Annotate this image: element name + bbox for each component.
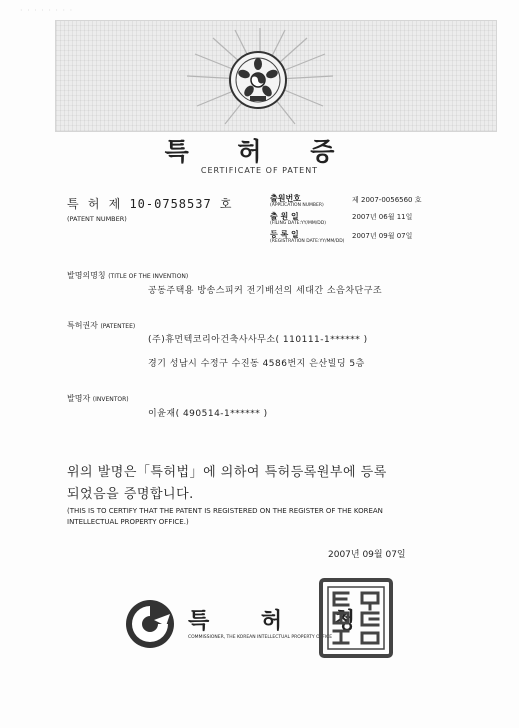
statement-ko-line-2: 되었음을 증명합니다. (67, 487, 194, 502)
inventor-label-ko: 발명자 (67, 394, 91, 403)
invention-title-value: 공동주택용 방송스피커 전기배선의 세대간 소음차단구조 (148, 286, 383, 296)
statement-en-line-1: (THIS IS TO CERTIFY THAT THE PATENT IS REGISTERED ON THE REGISTER OF THE KOREAN (67, 507, 383, 515)
corner-mark: · · · · · · · · (20, 6, 74, 15)
patentee-label-en: (PATENTEE) (100, 323, 136, 330)
official-seal (318, 577, 394, 659)
inventor-label-en: (INVENTOR) (92, 396, 129, 403)
registration-date-label: 등 록 일 (270, 230, 299, 239)
statement-en-line-2: INTELLECTUAL PROPERTY OFFICE.) (67, 518, 189, 526)
inventor-label (67, 393, 129, 404)
issue-date: 2007년 09월 07일 (328, 550, 406, 560)
application-number-value: 제 2007-0056560 호 (352, 196, 422, 204)
patent-number: 특 허 제 10-0758537 호 (67, 197, 233, 211)
certificate-title: 특 허 증 (164, 137, 355, 166)
patentee-name: (주)휴먼텍코리아건축사사무소( 110111-1****** ) (148, 335, 368, 345)
filing-date-value: 2007년 06월 11일 (352, 213, 413, 221)
statement-ko-line-1: 위의 발명은「특허법」에 의하여 특허등록원부에 등록 (67, 465, 387, 480)
office-name: 특 허 청 (188, 609, 378, 634)
registration-date-label-en: (REGISTRATION DATE:YY/MM/DD) (270, 239, 345, 244)
certification-statement-en (67, 506, 467, 528)
application-number-label-en: (APPLICATION NUMBER) (270, 203, 324, 208)
filing-date-label: 출 원 일 (270, 212, 299, 221)
kipo-logo-icon (124, 598, 176, 650)
patentee-address: 경기 성남시 수정구 수진동 4586번지 은산빌딩 5층 (148, 359, 365, 369)
registration-date-value: 2007년 09월 07일 (352, 232, 413, 240)
invention-title-label (67, 270, 188, 281)
patentee-label-ko: 특허권자 (67, 321, 98, 330)
patentee-label (67, 320, 135, 331)
patent-number-label-en: (PATENT NUMBER) (67, 215, 127, 223)
filing-date-label-en: (FILING DATE:YY/MM/DD) (270, 221, 326, 226)
certificate-subtitle: CERTIFICATE OF PATENT (200, 166, 319, 175)
office-commissioner-en: COMMISSIONER, THE KOREAN INTELLECTUAL PROPERTY OFFICE (188, 635, 333, 640)
national-emblem-icon (228, 50, 288, 110)
inventor-name: 이윤재( 490514-1****** ) (148, 409, 268, 419)
invention-title-label-ko: 발명의명칭 (67, 271, 106, 280)
invention-title-label-en: (TITLE OF THE INVENTION) (108, 273, 189, 280)
certification-statement-ko (67, 462, 467, 506)
application-number-label: 출원번호 (270, 194, 301, 203)
